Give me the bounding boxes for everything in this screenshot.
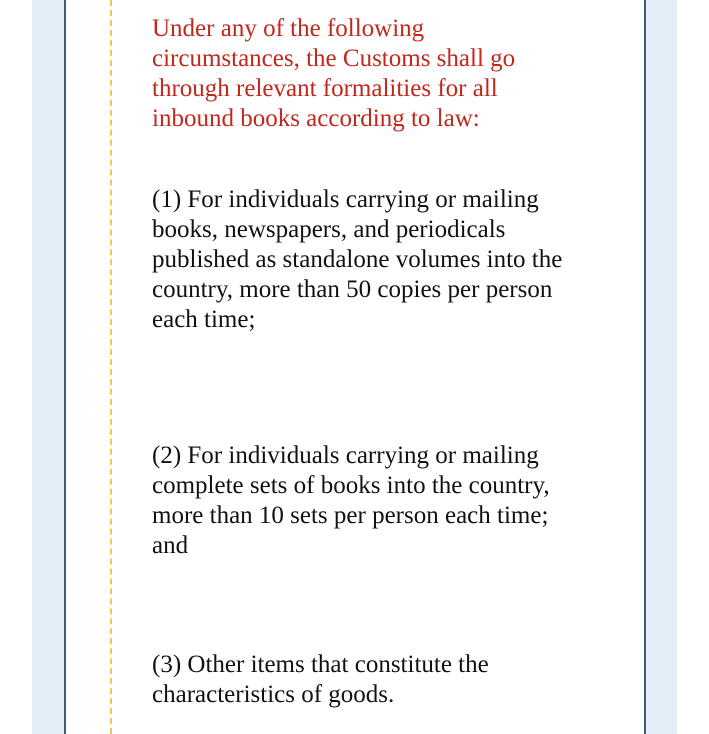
intro-paragraph: Under any of the following circumstances, the Customs shall go through relevant formalities for all inbound books according to law: — [152, 15, 516, 132]
right-margin-band — [646, 0, 677, 734]
right-frame-line — [644, 0, 646, 734]
list-item-2: (2) For individuals carrying or mailing complete sets of books into the country, more than 10 sets per person each time; and — [152, 442, 550, 559]
left-frame-line — [64, 0, 66, 734]
left-margin-band — [32, 0, 64, 734]
list-item-1: (1) For individuals carrying or mailing books, newspapers, and periodicals published as standalone volumes into the country, more than 50 copies per person each time; — [152, 186, 563, 333]
dashed-margin-rule — [110, 0, 112, 734]
list-item-3: (3) Other items that constitute the characteristics of goods. — [152, 651, 489, 708]
